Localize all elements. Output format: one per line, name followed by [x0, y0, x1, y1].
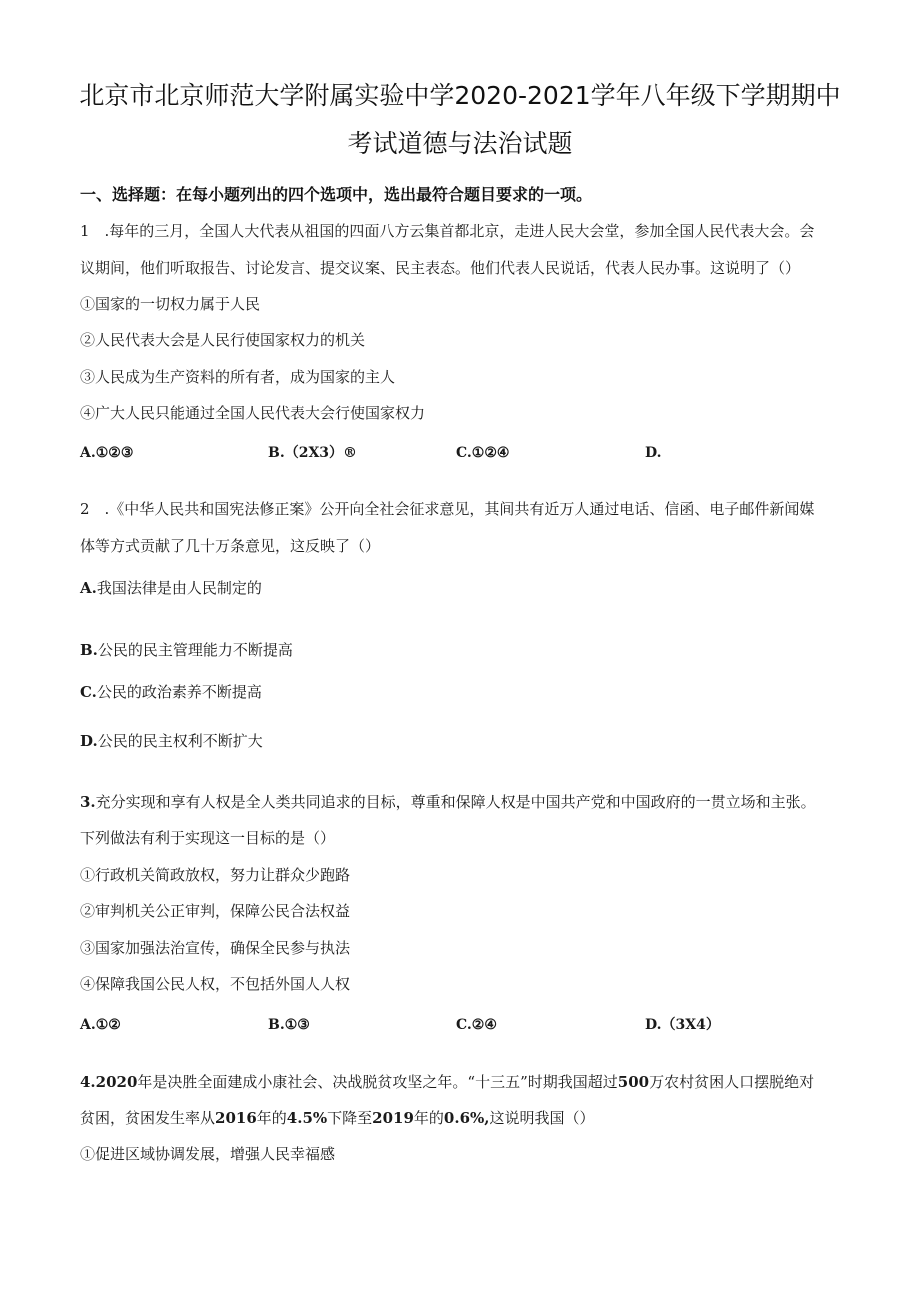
q2-option-a-text: 我国法律是由人民制定的	[96, 579, 262, 597]
q4-year-2016: 2016	[215, 1109, 257, 1127]
q3-number: 3.	[80, 793, 96, 811]
q4-line2-c: 下降至	[327, 1109, 373, 1127]
q3-option-a: A.①②	[80, 1017, 121, 1033]
q3-statement-1: ①行政机关简政放权，努力让群众少跑路	[80, 866, 351, 884]
q2-option-c-letter: C.	[80, 683, 97, 701]
q2-stem-line-1: 2 .《中华人民共和国宪法修正案》公开向全社会征求意见，其间共有近万人通过电话、信函、电子邮件新闻媒	[80, 500, 815, 518]
q1-option-a: A.①②③	[80, 445, 134, 461]
q4-text-2: 万农村贫困人口摆脱绝对	[649, 1073, 815, 1091]
q3-option-c: C.②④	[456, 1017, 497, 1033]
q2-option-c-text: 公民的政治素养不断提高	[96, 683, 262, 701]
q2-option-b-text: 公民的民主管理能力不断提高	[97, 641, 293, 659]
q3-statement-4: ④保障我国公民人权，不包括外国人人权	[80, 975, 351, 993]
q4-line2-a: 贫困，贫困发生率从	[80, 1109, 216, 1127]
q3-statement-2: ②审判机关公正审判，保障公民合法权益	[80, 902, 351, 920]
q4-stem-line-2	[80, 1108, 595, 1128]
q4-year-2019: 2019	[372, 1109, 414, 1127]
q1-stem-line-2: 议期间，他们听取报告、讨论发言、提交议案、民主表态。他们代表人民说话，代表人民办事。这说明了（）	[80, 259, 801, 277]
q1-stem-line-1: 1 .每年的三月，全国人大代表从祖国的四面八方云集首都北京，走进人民大会堂，参加全国人民代表大会。会	[80, 222, 815, 240]
q4-line2-e: 这说明我国（）	[489, 1109, 595, 1127]
q4-rate-0-6: 0.6%,	[443, 1109, 490, 1127]
q1-statement-4: ④广大人民只能通过全国人民代表大会行使国家权力	[80, 404, 426, 422]
q3-stem-line-1	[80, 792, 816, 812]
q2-option-d-letter: D.	[80, 732, 98, 750]
q4-line2-d: 年的	[413, 1109, 444, 1127]
q2-option-d	[80, 731, 263, 751]
q1-statement-2: ②人民代表大会是人民行使国家权力的机关	[80, 331, 366, 349]
document-title-line-2: 考试道德与法治试题	[347, 129, 573, 158]
q4-number: 4.	[80, 1073, 96, 1091]
q2-option-c	[80, 682, 262, 702]
q4-number-500: 500	[617, 1073, 650, 1091]
section-heading: 一、选择题：在每小题列出的四个选项中，选出最符合题目要求的一项。	[80, 185, 593, 204]
q2-stem-line-2: 体等方式贡献了几十万条意见，这反映了（）	[80, 537, 381, 555]
q3-option-d: D.（3X4）	[645, 1017, 720, 1033]
q2-option-a	[80, 578, 262, 598]
q3-option-b: B.①③	[268, 1017, 310, 1033]
q2-option-a-letter: A.	[80, 579, 97, 597]
q1-statement-3: ③人民成为生产资料的所有者，成为国家的主人	[80, 368, 396, 386]
q4-line2-b: 年的	[256, 1109, 287, 1127]
q4-text-1: 年是决胜全面建成小康社会、决战脱贫攻坚之年。“十三五”时期我国超过	[137, 1073, 618, 1091]
q4-rate-4-5: 4.5%	[286, 1109, 328, 1127]
q1-option-b: B.（2X3）®	[268, 445, 358, 461]
q3-statement-3: ③国家加强法治宣传，确保全民参与执法	[80, 939, 351, 957]
q2-option-b	[80, 640, 293, 660]
q3-stem-line-2: 下列做法有利于实现这一目标的是（）	[80, 829, 336, 847]
q1-statement-1: ①国家的一切权力属于人民	[80, 295, 261, 313]
q2-option-b-letter: B.	[80, 641, 98, 659]
q4-year-2020: 2020	[95, 1073, 138, 1091]
document-title-line-1: 北京市北京师范大学附属实验中学2020-2021学年八年级下学期期中	[79, 81, 841, 110]
q2-option-d-text: 公民的民主权利不断扩大	[97, 732, 263, 750]
q4-statement-1: ①促进区域协调发展，增强人民幸福感	[80, 1145, 336, 1163]
q1-option-c: C.①②④	[456, 445, 510, 461]
q1-option-d: D.	[645, 445, 662, 461]
q3-stem-text: 充分实现和享有人权是全人类共同追求的目标，尊重和保障人权是中国共产党和中国政府的一贯立场和主张。	[95, 793, 816, 811]
q4-stem-line-1	[80, 1072, 814, 1092]
